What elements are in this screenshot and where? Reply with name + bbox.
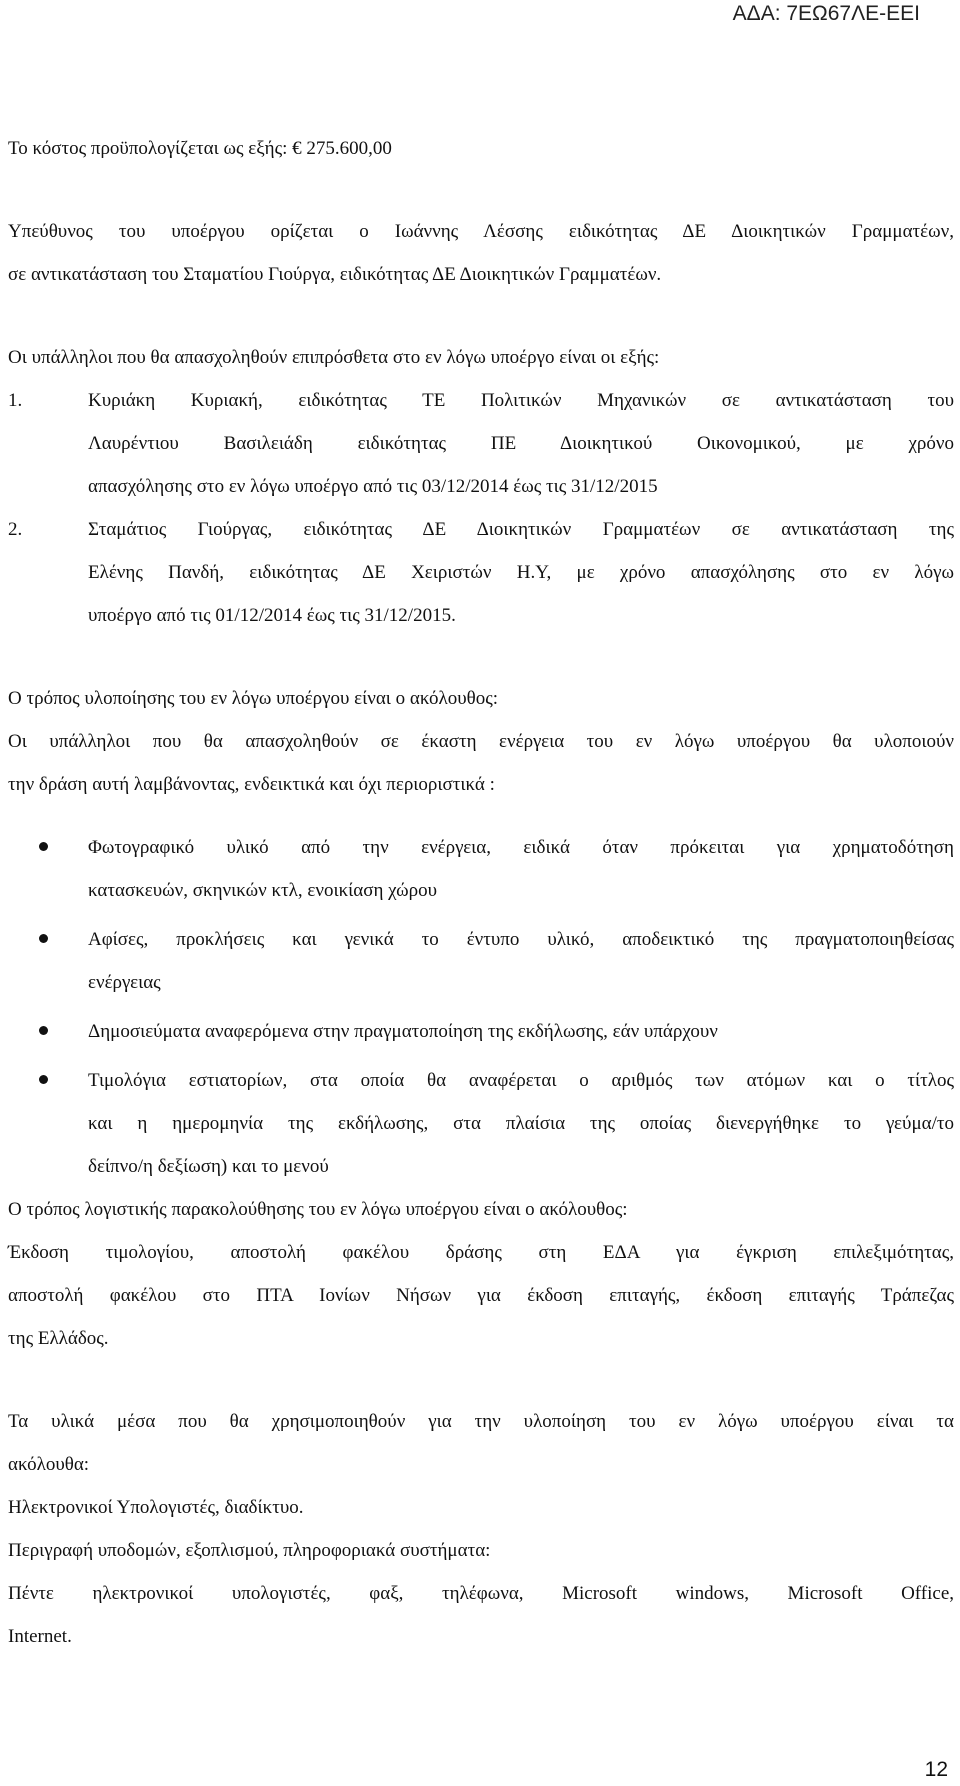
implementation-intro-line: Οι υπάλληλοι που θα απασχοληθούν σε έκαστη ενέργεια του εν λόγω υποέργου θα υλοποιούν xyxy=(8,731,954,752)
document-body xyxy=(8,127,954,1658)
bullet-line: Φωτογραφικό υλικό από την ενέργεια, ειδικά όταν πρόκειται για χρηματοδότηση xyxy=(88,837,954,858)
list-item-line: Κυριάκη Κυριακή, ειδικότητας ΤΕ Πολιτικών Μηχανικών σε αντικατάσταση του xyxy=(88,390,954,411)
list-number: 1. xyxy=(8,390,23,411)
list-item xyxy=(8,1059,954,1188)
bullet-line: και η ημερομηνία της εκδήλωσης, στα πλαίσια της οποίας διενεργήθηκε το γεύμα/το xyxy=(88,1113,954,1134)
monitoring-heading: Ο τρόπος λογιστικής παρακολούθησης του εν λόγω υποέργου είναι ο ακόλουθος: xyxy=(8,1199,628,1220)
list-item-line: υποέργο από τις 01/12/2014 έως τις 31/12/2015. xyxy=(88,605,456,626)
list-item xyxy=(8,1010,954,1053)
bullet-line: ενέργειας xyxy=(88,972,161,993)
list-item xyxy=(8,826,954,912)
staff-list-item xyxy=(8,508,954,637)
list-item-line: Λαυρέντιου Βασιλειάδη ειδικότητας ΠΕ Διοικητικού Οικονομικού, με χρόνο xyxy=(88,433,954,454)
materials-intro-line: Τα υλικά μέσα που θα χρησιμοποιηθούν για την υλοποίηση του εν λόγω υποέργου είναι τα xyxy=(8,1411,954,1432)
materials-list: Ηλεκτρονικοί Υπολογιστές, διαδίκτυο. xyxy=(8,1497,304,1518)
bullet-icon xyxy=(39,1026,48,1035)
bullet-line: κατασκευών, σκηνικών κτλ, ενοικίαση χώρου xyxy=(88,880,438,901)
responsible-line-1: Υπεύθυνος του υποέργου ορίζεται ο Ιωάννης Λέσσης ειδικότητας ΔΕ Διοικητικών Γραμματέων, xyxy=(8,221,954,242)
monitoring-line: αποστολή φακέλου στο ΠΤΑ Ιονίων Νήσων για έκδοση επιταγής, έκδοση επιταγής Τράπεζας xyxy=(8,1285,954,1306)
list-item xyxy=(8,918,954,1004)
monitoring-line: της Ελλάδος. xyxy=(8,1328,109,1349)
bullet-line: Δημοσιεύματα αναφερόμενα στην πραγματοποίηση της εκδήλωσης, εάν υπάρχουν xyxy=(88,1021,718,1042)
bullet-icon xyxy=(39,1075,48,1084)
responsible-line-2: σε αντικατάσταση του Σταματίου Γιούργα, ειδικότητας ΔΕ Διοικητικών Γραμματέων. xyxy=(8,264,662,285)
infrastructure-line: Πέντε ηλεκτρονικοί υπολογιστές, φαξ, τηλέφωνα, Microsoft windows, Microsoft Office, xyxy=(8,1583,954,1604)
bullet-icon xyxy=(39,842,48,851)
implementation-intro-line: την δράση αυτή λαμβάνοντας, ενδεικτικά και όχι περιοριστικά : xyxy=(8,774,495,795)
deliverables-bullet-list xyxy=(8,826,954,1188)
page-number: 12 xyxy=(924,1758,948,1781)
infrastructure-heading: Περιγραφή υποδομών, εξοπλισμού, πληροφοριακά συστήματα: xyxy=(8,1540,491,1561)
bullet-line: δείπνο/η δεξίωση) και το μενού xyxy=(88,1156,329,1177)
document-id-header: ΑΔΑ: 7ΕΩ67ΛΕ-ΕΕΙ xyxy=(732,2,920,25)
list-item-line: Σταμάτιος Γιούργας, ειδικότητας ΔΕ Διοικητικών Γραμματέων σε αντικατάσταση της xyxy=(88,519,954,540)
staff-list-item xyxy=(8,379,954,508)
cost-paragraph: Το κόστος προϋπολογίζεται ως εξής: € 275.600,00 xyxy=(8,138,392,159)
list-item-line: απασχόλησης στο εν λόγω υποέργο από τις 03/12/2014 έως τις 31/12/2015 xyxy=(88,476,658,497)
list-item-line: Ελένης Πανδή, ειδικότητας ΔΕ Χειριστών Η.Υ, με χρόνο απασχόλησης στο εν λόγω xyxy=(88,562,954,583)
bullet-line: Τιμολόγια εστιατορίων, στα οποία θα αναφέρεται ο αριθμός των ατόμων και ο τίτλος xyxy=(88,1070,954,1091)
implementation-heading: Ο τρόπος υλοποίησης του εν λόγω υποέργου είναι ο ακόλουθος: xyxy=(8,688,499,709)
staff-intro: Οι υπάλληλοι που θα απασχοληθούν επιπρόσθετα στο εν λόγω υποέργο είναι οι εξής: xyxy=(8,347,660,368)
bullet-icon xyxy=(39,934,48,943)
list-number: 2. xyxy=(8,519,23,540)
materials-intro-line: ακόλουθα: xyxy=(8,1454,90,1475)
monitoring-line: Έκδοση τιμολογίου, αποστολή φακέλου δράσης στη ΕΔΑ για έγκριση επιλεξιμότητας, xyxy=(8,1242,954,1263)
infrastructure-line: Internet. xyxy=(8,1626,72,1647)
bullet-line: Αφίσες, προκλήσεις και γενικά το έντυπο υλικό, αποδεικτικό της πραγματοποιηθείσας xyxy=(88,929,954,950)
